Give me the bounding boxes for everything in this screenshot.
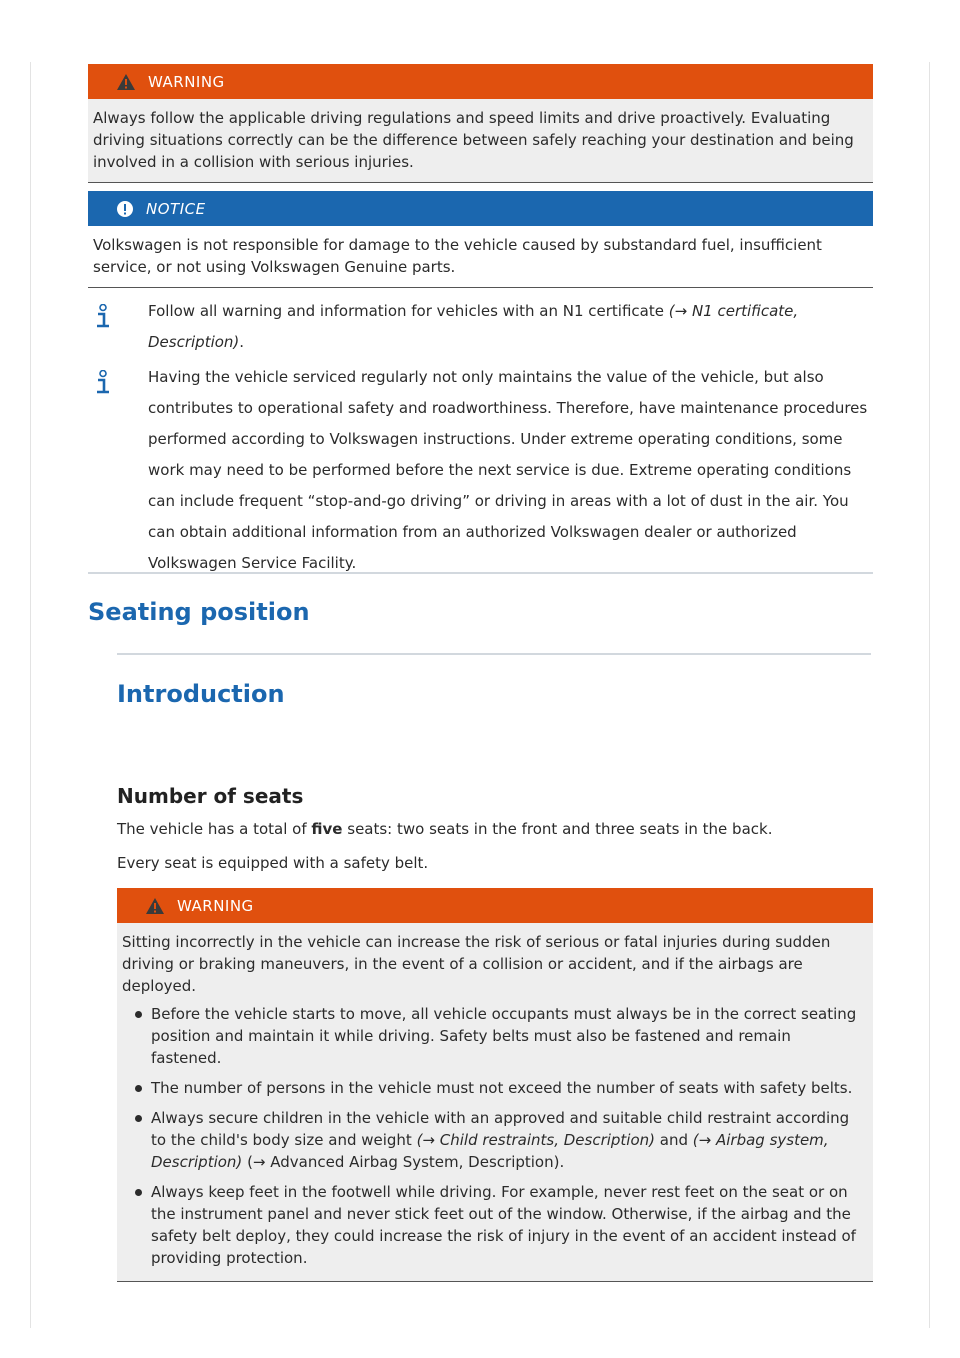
info-period: .	[239, 333, 245, 351]
section-title: Seating position	[88, 598, 310, 626]
subsection-title: Introduction	[117, 680, 285, 708]
notice-exclamation-icon	[116, 200, 134, 218]
page-margin-left	[30, 62, 31, 1328]
bold-value: five	[311, 820, 343, 838]
info-icon	[88, 362, 148, 579]
info-icon	[88, 296, 148, 358]
paragraph: Every seat is equipped with a safety belt.	[117, 854, 429, 872]
bullet-item: Before the vehicle starts to move, all vehicle occupants must always be in the correct seating position and maintain it while driving. Safety belts must also be fastened and remain fastened.	[122, 1003, 865, 1069]
subsection-divider	[117, 653, 871, 655]
paragraph	[117, 818, 867, 840]
info-note	[88, 296, 873, 358]
cross-reference-link[interactable]: (→ Child restraints, Description)	[416, 1131, 656, 1149]
warning-header	[117, 888, 873, 923]
warning-text: Always follow the applicable driving regulations and speed limits and drive proactively. Evaluating driving situations correctly can be the difference between safely reaching your destination and being involved in a collision with serious injuries.	[93, 109, 854, 171]
bullet-item: The number of persons in the vehicle must not exceed the number of seats with safety belts.	[122, 1077, 865, 1099]
bullet-item: Always keep feet in the footwell while driving. For example, never rest feet on the seat or on the instrument panel and never stick feet out of the window. Otherwise, if the airbag and the safety belt deploy, they could increase the risk of injury in the event of an accident instead of providing protection.	[122, 1181, 865, 1269]
info-text: Follow all warning and information for vehicles with an N1 certificate	[148, 302, 664, 320]
bullet-item	[122, 1107, 865, 1173]
notice-header	[88, 191, 873, 226]
warning-triangle-icon	[145, 897, 165, 915]
bullet-text: and	[655, 1131, 693, 1149]
bullet-text: Always secure children in the vehicle with an approved and suitable child restraint according to the child's body size and weight	[151, 1109, 850, 1149]
warning-box	[88, 64, 873, 183]
heading-number-of-seats: Number of seats	[117, 784, 304, 808]
cross-reference-link[interactable]: (→ Airbag system, Description)	[151, 1131, 829, 1171]
notice-box	[88, 191, 873, 288]
section-divider	[88, 572, 873, 574]
warning-label: WARNING	[148, 72, 225, 91]
warning-header	[88, 64, 873, 99]
page-margin-right	[929, 62, 930, 1328]
warning-bullet-list	[122, 1003, 865, 1269]
notice-label: NOTICE	[146, 199, 206, 218]
warning-box	[117, 888, 873, 1282]
paragraph-text: seats: two seats in the front and three seats in the back.	[342, 820, 773, 838]
warning-intro: Sitting incorrectly in the vehicle can increase the risk of serious or fatal injuries during sudden driving or braking maneuvers, in the event of a collision or accident, and if the airbags are deployed.	[122, 933, 831, 995]
warning-label: WARNING	[177, 896, 254, 915]
cross-reference-link[interactable]: (→ N1 certificate, Description)	[148, 302, 799, 351]
notice-text: Volkswagen is not responsible for damage to the vehicle caused by substandard fuel, insufficient service, or not using Volkswagen Genuine parts.	[88, 226, 873, 287]
warning-triangle-icon	[116, 73, 136, 91]
info-text: Having the vehicle serviced regularly not only maintains the value of the vehicle, but also contributes to operational safety and roadworthiness. Therefore, have maintenance procedures performed according to Volkswagen instructions. Under extreme operating conditions, some work may need to be performed before the next service is due. Extreme operating conditions can include frequent “stop-and-go driving” or driving in areas with a lot of dust in the air. You can obtain additional information from an authorized Volkswagen dealer or authorized Volkswagen Service Facility.	[148, 368, 868, 572]
info-note	[88, 362, 873, 579]
cross-reference-link[interactable]: (→ Advanced Airbag System, Description).	[242, 1153, 565, 1171]
paragraph-text: The vehicle has a total of	[117, 820, 312, 838]
